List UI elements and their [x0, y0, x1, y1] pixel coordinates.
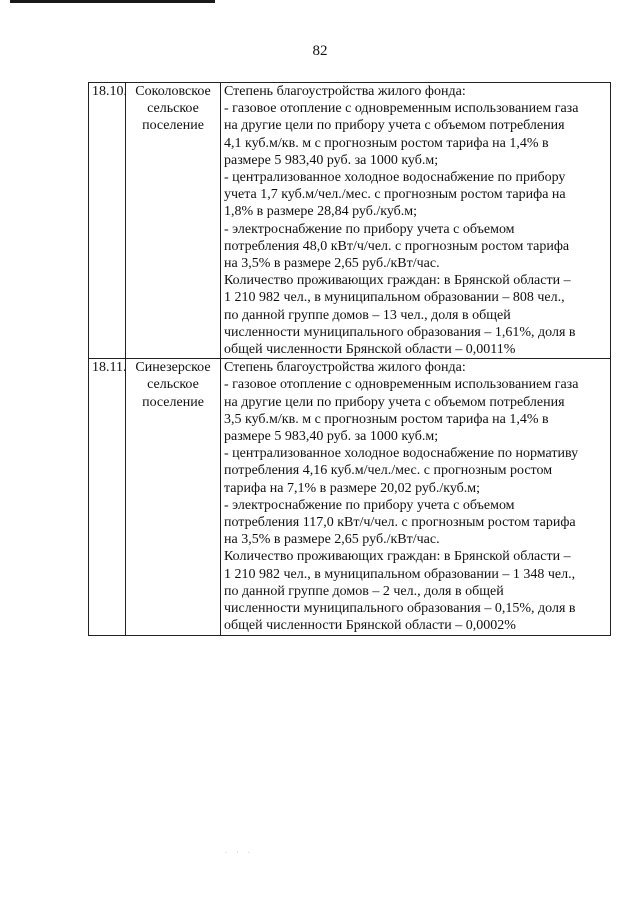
table-row	[89, 83, 611, 359]
description-line: по данной группе домов – 2 чел., доля в общей	[224, 583, 504, 599]
description-line: на другие цели по прибору учета с объемом потребления	[224, 118, 565, 134]
table-row	[89, 359, 611, 635]
description-line: Степень благоустройства жилого фонда:	[224, 84, 466, 99]
description	[221, 83, 611, 359]
description-line: 3,5 куб.м/кв. м с прогнозным ростом тарифа на 1,4% в	[224, 411, 549, 427]
description-line: на 3,5% в размере 2,65 руб./кВт/час.	[224, 532, 440, 548]
description-line: Количество проживающих граждан: в Брянской области –	[224, 273, 571, 289]
row-number: 18.11.	[89, 359, 126, 635]
description-line: - электроснабжение по прибору учета с объемом	[224, 497, 515, 513]
description-line: 1 210 982 чел., в муниципальном образовании – 808 чел.,	[224, 290, 565, 306]
settlement-name-line: поселение	[142, 118, 204, 134]
description-line: Количество проживающих граждан: в Брянской области –	[224, 549, 571, 565]
settlement-name-line: сельское	[147, 377, 199, 393]
settlement-name	[126, 359, 221, 635]
settlement-name-line: сельское	[147, 101, 199, 117]
description-line: размере 5 983,40 руб. за 1000 куб.м;	[224, 152, 439, 168]
settlement-name-line: Синезерское	[135, 360, 211, 376]
settlement-name	[126, 83, 221, 359]
description-line: численности муниципального образования – 1,61%, доля в	[224, 324, 576, 340]
description-line: 4,1 куб.м/кв. м с прогнозным ростом тарифа на 1,4% в	[224, 135, 549, 151]
description-line: потребления 48,0 кВт/ч/чел. с прогнозным ростом тарифа	[224, 238, 570, 254]
description	[221, 359, 611, 635]
description-line: - централизованное холодное водоснабжение по прибору	[224, 170, 566, 186]
page-number: 82	[312, 43, 328, 59]
description-line: - газовое отопление с одновременным использованием газа	[224, 377, 579, 393]
description-line: учета 1,7 куб.м/чел./мес. с прогнозным ростом тарифа на	[224, 187, 566, 203]
description-line: общей численности Брянской области – 0,0011%	[224, 342, 516, 358]
description-line: 1 210 982 чел., в муниципальном образовании – 1 348 чел.,	[224, 566, 576, 582]
settlement-name-line: поселение	[142, 394, 204, 410]
description-line: общей численности Брянской области – 0,0002%	[224, 618, 516, 634]
table-body	[89, 83, 611, 636]
description-line: 1,8% в размере 28,84 руб./куб.м;	[224, 204, 418, 220]
description-line: на 3,5% в размере 2,65 руб./кВт/час.	[224, 256, 440, 272]
description-line: - электроснабжение по прибору учета с объемом	[224, 221, 515, 237]
scan-specks: · · ·	[225, 850, 254, 856]
description-line: Степень благоустройства жилого фонда:	[224, 360, 466, 376]
description-line: размере 5 983,40 руб. за 1000 куб.м;	[224, 429, 439, 445]
description-line: - газовое отопление с одновременным использованием газа	[224, 101, 579, 117]
description-line: численности муниципального образования – 0,15%, доля в	[224, 601, 576, 617]
description-line: потребления 4,16 куб.м/чел./мес. с прогнозным ростом	[224, 463, 553, 479]
top-rule	[10, 0, 215, 3]
description-line: по данной группе домов – 13 чел., доля в общей	[224, 307, 511, 323]
row-number: 18.10.	[89, 83, 126, 359]
description-line: потребления 117,0 кВт/ч/чел. с прогнозным ростом тарифа	[224, 515, 576, 531]
settlement-name-line: Соколовское	[135, 84, 211, 99]
description-line: на другие цели по прибору учета с объемом потребления	[224, 394, 565, 410]
description-line: - централизованное холодное водоснабжение по нормативу	[224, 446, 579, 462]
tariff-table	[88, 82, 611, 636]
description-line: тарифа на 7,1% в размере 20,02 руб./куб.м;	[224, 480, 481, 496]
